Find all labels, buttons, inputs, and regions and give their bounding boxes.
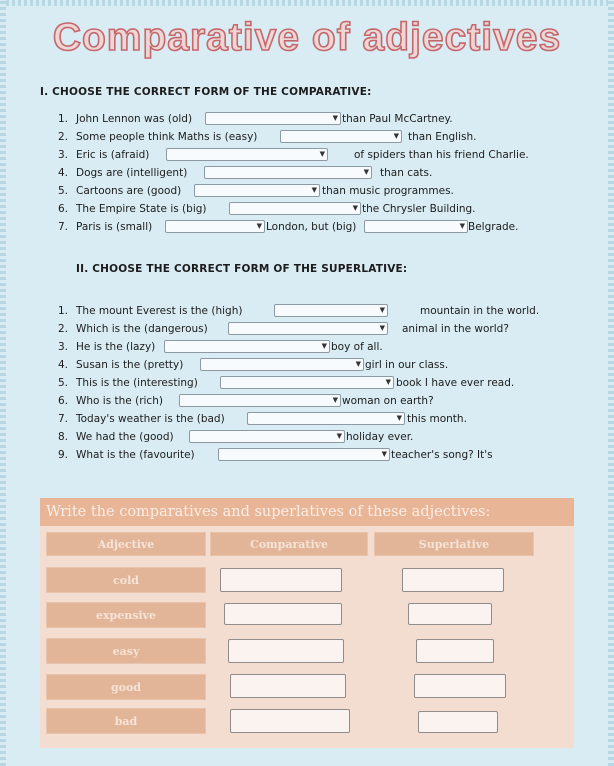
item-number: 6. <box>58 203 69 215</box>
item-continuation: teacher's song? It's <box>391 449 493 461</box>
adjective-bad: bad <box>46 708 206 734</box>
chevron-down-icon: ▼ <box>363 168 369 176</box>
item-number: 2. <box>58 323 69 335</box>
chevron-down-icon: ▼ <box>319 150 325 158</box>
item-prompt: We had the (good) <box>76 431 174 443</box>
item-number: 6. <box>58 395 69 407</box>
item-continuation: than Paul McCartney. <box>342 113 453 125</box>
superlative-input-easy[interactable] <box>416 639 494 663</box>
page-title: Comparative of adjectives <box>52 16 562 59</box>
superlative-input-good[interactable] <box>414 674 506 698</box>
item-continuation: than cats. <box>380 167 433 179</box>
comparative-input-easy[interactable] <box>228 639 344 663</box>
superlative-item-3 <box>58 339 383 355</box>
item-number: 5. <box>58 185 69 197</box>
item-number: 4. <box>58 167 69 179</box>
comparative-item-6 <box>58 201 476 217</box>
item-continuation: Belgrade. <box>468 221 519 233</box>
answer-dropdown[interactable] <box>247 412 405 425</box>
answer-dropdown[interactable] <box>205 112 341 125</box>
item-prompt: What is the (favourite) <box>76 449 195 461</box>
answer-dropdown-2[interactable] <box>364 220 468 233</box>
item-number: 9. <box>58 449 69 461</box>
header-comparative: Comparative <box>210 532 368 556</box>
chevron-down-icon: ▼ <box>379 306 385 314</box>
superlative-input-bad[interactable] <box>418 711 498 733</box>
answer-dropdown[interactable] <box>165 220 265 233</box>
chevron-down-icon: ▼ <box>393 132 399 140</box>
item-continuation: of spiders than his friend Charlie. <box>354 149 529 161</box>
item-continuation: than music programmes. <box>322 185 454 197</box>
item-continuation: animal in the world? <box>402 323 509 335</box>
answer-dropdown[interactable] <box>204 166 372 179</box>
adjective-easy: easy <box>46 638 206 664</box>
superlative-item-2 <box>58 321 509 337</box>
item-continuation: girl in our class. <box>365 359 449 371</box>
superlative-item-4 <box>58 357 449 373</box>
superlative-input-expensive[interactable] <box>408 603 492 625</box>
item-prompt: Some people think Maths is (easy) <box>76 131 258 143</box>
comparative-input-bad[interactable] <box>230 709 350 733</box>
comparative-item-1 <box>58 111 453 127</box>
item-continuation: this month. <box>407 413 467 425</box>
answer-dropdown[interactable] <box>164 340 330 353</box>
answer-dropdown[interactable] <box>274 304 388 317</box>
chevron-down-icon: ▼ <box>396 414 402 422</box>
answer-dropdown[interactable] <box>228 322 388 335</box>
item-number: 5. <box>58 377 69 389</box>
answer-dropdown[interactable] <box>194 184 320 197</box>
chevron-down-icon: ▼ <box>332 396 338 404</box>
item-continuation: woman on earth? <box>342 395 434 407</box>
table-instruction: Write the comparatives and superlatives of these adjectives: <box>40 498 574 526</box>
comparative-item-4 <box>58 165 433 181</box>
item-continuation: the Chrysler Building. <box>362 203 476 215</box>
item-continuation: holiday ever. <box>346 431 414 443</box>
item-prompt: The mount Everest is the (high) <box>76 305 243 317</box>
item-prompt: Today's weather is the (bad) <box>76 413 225 425</box>
superlative-item-9 <box>58 447 493 463</box>
section-2-heading: II. CHOOSE THE CORRECT FORM OF THE SUPERLATIVE: <box>76 263 408 275</box>
item-prompt: The Empire State is (big) <box>76 203 207 215</box>
item-number: 7. <box>58 413 69 425</box>
comparative-item-5 <box>58 183 454 199</box>
answer-dropdown[interactable] <box>179 394 341 407</box>
item-number: 2. <box>58 131 69 143</box>
item-prompt: Susan is the (pretty) <box>76 359 184 371</box>
adjective-table-panel <box>40 498 574 748</box>
chevron-down-icon: ▼ <box>332 114 338 122</box>
answer-dropdown[interactable] <box>280 130 402 143</box>
item-prompt: Eric is (afraid) <box>76 149 150 161</box>
chevron-down-icon: ▼ <box>379 324 385 332</box>
comparative-item-2 <box>58 129 477 145</box>
chevron-down-icon: ▼ <box>355 360 361 368</box>
chevron-down-icon: ▼ <box>352 204 358 212</box>
chevron-down-icon: ▼ <box>459 222 465 230</box>
superlative-item-7 <box>58 411 467 427</box>
superlative-item-6 <box>58 393 434 409</box>
superlative-item-5 <box>58 375 515 391</box>
adjective-expensive: expensive <box>46 602 206 628</box>
chevron-down-icon: ▼ <box>381 450 387 458</box>
item-prompt: Paris is (small) <box>76 221 153 233</box>
superlative-item-8 <box>58 429 414 445</box>
comparative-input-expensive[interactable] <box>224 603 342 625</box>
item-number: 3. <box>58 341 69 353</box>
item-number: 3. <box>58 149 69 161</box>
item-number: 1. <box>58 113 69 125</box>
item-prompt: Which is the (dangerous) <box>76 323 208 335</box>
comparative-item-7 <box>58 219 519 235</box>
item-prompt: He is the (lazy) <box>76 341 156 353</box>
answer-dropdown[interactable] <box>218 448 390 461</box>
chevron-down-icon: ▼ <box>385 378 391 386</box>
item-continuation: boy of all. <box>331 341 383 353</box>
item-prompt: This is the (interesting) <box>76 377 198 389</box>
answer-dropdown[interactable] <box>189 430 345 443</box>
item-number: 4. <box>58 359 69 371</box>
left-border <box>0 0 6 766</box>
superlative-item-1 <box>58 303 540 319</box>
header-adjective: Adjective <box>46 532 206 556</box>
item-number: 8. <box>58 431 69 443</box>
adjective-good: good <box>46 674 206 700</box>
section-1-heading: I. CHOOSE THE CORRECT FORM OF THE COMPARATIVE: <box>40 86 372 98</box>
top-border <box>0 0 614 6</box>
superlative-input-cold[interactable] <box>402 568 504 592</box>
item-continuation: book I have ever read. <box>396 377 515 389</box>
chevron-down-icon: ▼ <box>256 222 262 230</box>
item-number: 7. <box>58 221 69 233</box>
item-continuation: than English. <box>408 131 477 143</box>
item-prompt: Cartoons are (good) <box>76 185 182 197</box>
answer-dropdown[interactable] <box>229 202 361 215</box>
header-superlative: Superlative <box>374 532 534 556</box>
answer-dropdown[interactable] <box>220 376 394 389</box>
chevron-down-icon: ▼ <box>321 342 327 350</box>
item-prompt: Dogs are (intelligent) <box>76 167 188 179</box>
item-prompt: Who is the (rich) <box>76 395 163 407</box>
item-prompt: John Lennon was (old) <box>76 113 193 125</box>
right-border <box>608 0 614 766</box>
item-number: 1. <box>58 305 69 317</box>
chevron-down-icon: ▼ <box>311 186 317 194</box>
item-continuation: mountain in the world. <box>420 305 540 317</box>
comparative-input-cold[interactable] <box>220 568 342 592</box>
adjective-cold: cold <box>46 567 206 593</box>
answer-dropdown[interactable] <box>166 148 328 161</box>
answer-dropdown[interactable] <box>200 358 364 371</box>
comparative-input-good[interactable] <box>230 674 346 698</box>
chevron-down-icon: ▼ <box>336 432 342 440</box>
comparative-item-3 <box>58 147 529 163</box>
item-middle-text: London, but (big) <box>266 221 357 233</box>
